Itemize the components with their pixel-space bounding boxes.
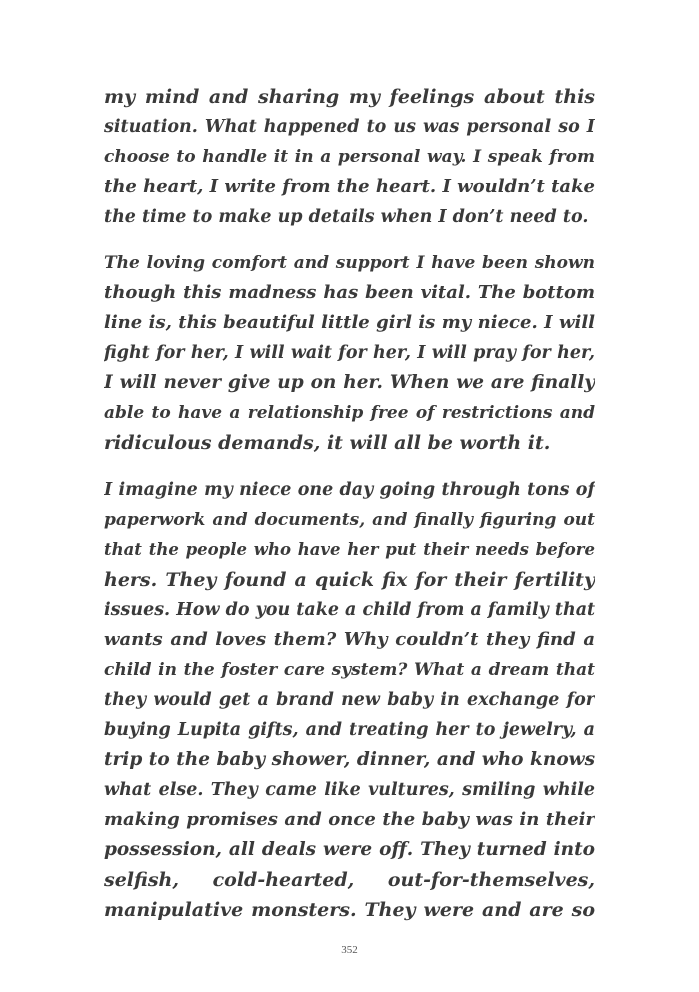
paragraph-2 xyxy=(104,248,595,458)
text-line: the heart, I write from the heart. I wouldn’t take xyxy=(104,176,595,197)
text-line: line is, this beautiful little girl is my niece. I will xyxy=(104,312,595,333)
text-line: I will never give up on her. When we are finally xyxy=(104,372,595,393)
paragraph-1 xyxy=(104,82,595,232)
text-line: they would get a brand new baby in exchange for xyxy=(104,690,595,710)
text-line: trip to the baby shower, dinner, and who knows xyxy=(104,749,595,770)
text-line: fight for her, I will wait for her, I will pray for her, xyxy=(104,343,595,363)
text-line: that the people who have her put their needs before xyxy=(104,540,595,559)
text-line: situation. What happened to us was personal so I xyxy=(104,117,595,137)
text-line: child in the foster care system? What a dream that xyxy=(104,660,595,680)
text-line: ridiculous demands, it will all be worth it. xyxy=(104,432,551,454)
text-line: able to have a relationship free of restrictions and xyxy=(104,403,595,423)
text-line: The loving comfort and support I have been shown xyxy=(104,253,595,273)
page-number: 352 xyxy=(341,944,358,956)
text-line: paperwork and documents, and finally figuring out xyxy=(104,510,595,530)
text-line: what else. They came like vultures, smiling while xyxy=(104,780,595,800)
text-line: possession, all deals were off. They turned into xyxy=(104,839,595,860)
text-line: issues. How do you take a child from a family that xyxy=(104,600,595,620)
text-line: manipulative monsters. They were and are so xyxy=(104,899,595,921)
text-line: the time to make up details when I don’t need to. xyxy=(104,207,589,227)
text-line: making promises and once the baby was in their xyxy=(104,809,595,830)
text-line: my mind and sharing my feelings about this xyxy=(104,86,595,108)
text-line: selfish, cold-hearted, out-for-themselves, xyxy=(104,869,595,891)
text-line: though this madness has been vital. The bottom xyxy=(104,282,595,303)
text-line: hers. They found a quick fix for their fertility xyxy=(104,569,595,591)
text-line: choose to handle it in a personal way. I speak from xyxy=(104,147,595,167)
text-line: I imagine my niece one day going through tons of xyxy=(104,480,595,500)
text-line: buying Lupita gifts, and treating her to jewelry, a xyxy=(104,720,595,740)
text-line: wants and loves them? Why couldn’t they find a xyxy=(104,629,595,650)
paragraph-3 xyxy=(104,475,595,925)
